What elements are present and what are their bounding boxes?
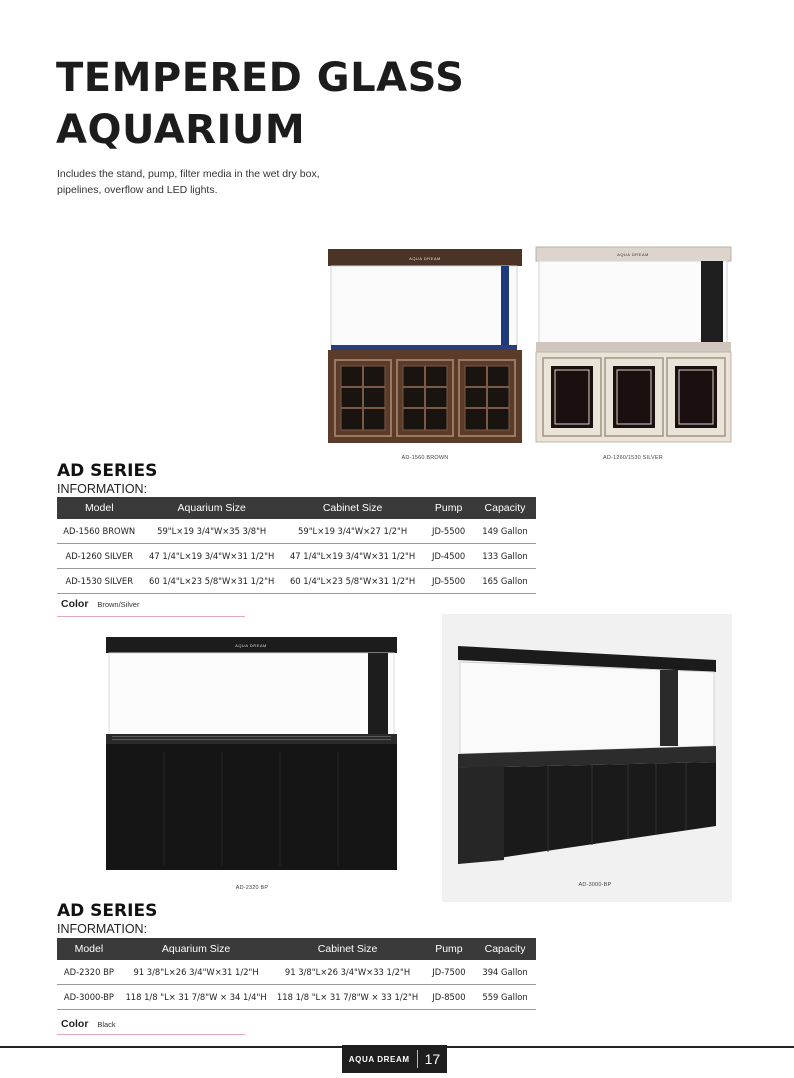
table-row [57,544,536,569]
cell-model: AD-1260 SILVER [57,544,141,569]
col-aquarium-size: Aquarium Size [141,497,281,519]
col-model: Model [57,938,121,960]
color-value: Brown/Silver [97,600,140,609]
caption-2320: AD-2320 BP [235,885,269,891]
cell-pump: JD-7500 [424,960,474,985]
footer-badge [342,1045,447,1073]
title-line-1: TEMPERED GLASS [56,55,465,101]
color-divider [57,1034,245,1035]
brand-mark-text: AQUA DREAM [617,252,649,257]
intro-line-1: Includes the stand, pump, filter media in the wet dry box, [57,168,320,180]
caption-silver: AD-1260/1530 SILVER [603,455,663,461]
footer-brand: AQUA DREAM [348,1054,410,1064]
caption-3000: AD-3000-BP [578,882,612,888]
page-title [56,52,464,156]
color-info [61,598,139,610]
intro-line-2: pipelines, overflow and LED lights. [57,184,218,196]
col-capacity: Capacity [474,497,536,519]
footer-separator [417,1050,418,1068]
col-cabinet-size: Cabinet Size [271,938,423,960]
cell-model: AD-1560 BROWN [57,519,141,544]
title-line-2: AQUARIUM [56,107,306,153]
series-subtitle: INFORMATION: [57,922,148,936]
table-header-row [57,938,536,960]
series-subtitle: INFORMATION: [57,482,148,496]
table-row [57,519,536,544]
color-label: Color [61,598,89,610]
cell-capacity: 559 Gallon [474,985,536,1010]
cell-model: AD-3000-BP [57,985,121,1010]
cell-capacity: 165 Gallon [474,569,536,594]
color-divider [57,616,245,617]
cell-pump: JD-4500 [423,544,474,569]
series-title: AD SERIES [57,901,158,921]
cell-cabinet-size: 59"L×19 3/4"W×27 1/2"H [282,519,423,544]
table-header-row [57,497,536,519]
cell-cabinet-size: 91 3/8"L×26 3/4"W×33 1/2"H [271,960,423,985]
spec-table [57,497,536,594]
aquarium-3000-image [442,614,732,902]
cell-pump: JD-5500 [423,569,474,594]
spec-table [57,938,536,1010]
cell-model: AD-1530 SILVER [57,569,141,594]
col-cabinet-size: Cabinet Size [282,497,423,519]
brand-mark-text: AQUA DREAM [409,256,441,261]
color-label: Color [61,1018,89,1030]
table-row [57,960,536,985]
cell-capacity: 394 Gallon [474,960,536,985]
page-number: 17 [424,1051,441,1067]
color-info [61,1018,116,1030]
col-capacity: Capacity [474,938,536,960]
caption-brown: AD-1560 BROWN [401,455,449,461]
col-aquarium-size: Aquarium Size [121,938,272,960]
col-pump: Pump [423,497,474,519]
cell-model: AD-2320 BP [57,960,121,985]
cell-pump: JD-5500 [423,519,474,544]
cell-cabinet-size: 60 1/4"L×23 5/8"W×31 1/2"H [282,569,423,594]
cell-aquarium-size: 118 1/8 "L× 31 7/8"W × 34 1/4"H [121,985,272,1010]
color-value: Black [97,1020,116,1029]
cell-capacity: 149 Gallon [474,519,536,544]
cell-cabinet-size: 118 1/8 "L× 31 7/8"W × 33 1/2"H [271,985,423,1010]
intro-text [57,166,320,198]
cell-aquarium-size: 47 1/4"L×19 3/4"W×31 1/2"H [141,544,281,569]
aquarium-silver-image [533,244,733,444]
series-title: AD SERIES [57,461,158,481]
aquarium-2320-image [104,634,400,874]
cell-pump: JD-8500 [424,985,474,1010]
cell-aquarium-size: 59"L×19 3/4"W×35 3/8"H [141,519,281,544]
cell-aquarium-size: 91 3/8"L×26 3/4"W×31 1/2"H [121,960,272,985]
table-row [57,569,536,594]
table-row [57,985,536,1010]
col-model: Model [57,497,141,519]
cell-aquarium-size: 60 1/4"L×23 5/8"W×31 1/2"H [141,569,281,594]
cell-capacity: 133 Gallon [474,544,536,569]
brand-mark-text: AQUA DREAM [235,643,267,648]
cell-cabinet-size: 47 1/4"L×19 3/4"W×31 1/2"H [282,544,423,569]
aquarium-brown-image [325,246,525,444]
col-pump: Pump [424,938,474,960]
